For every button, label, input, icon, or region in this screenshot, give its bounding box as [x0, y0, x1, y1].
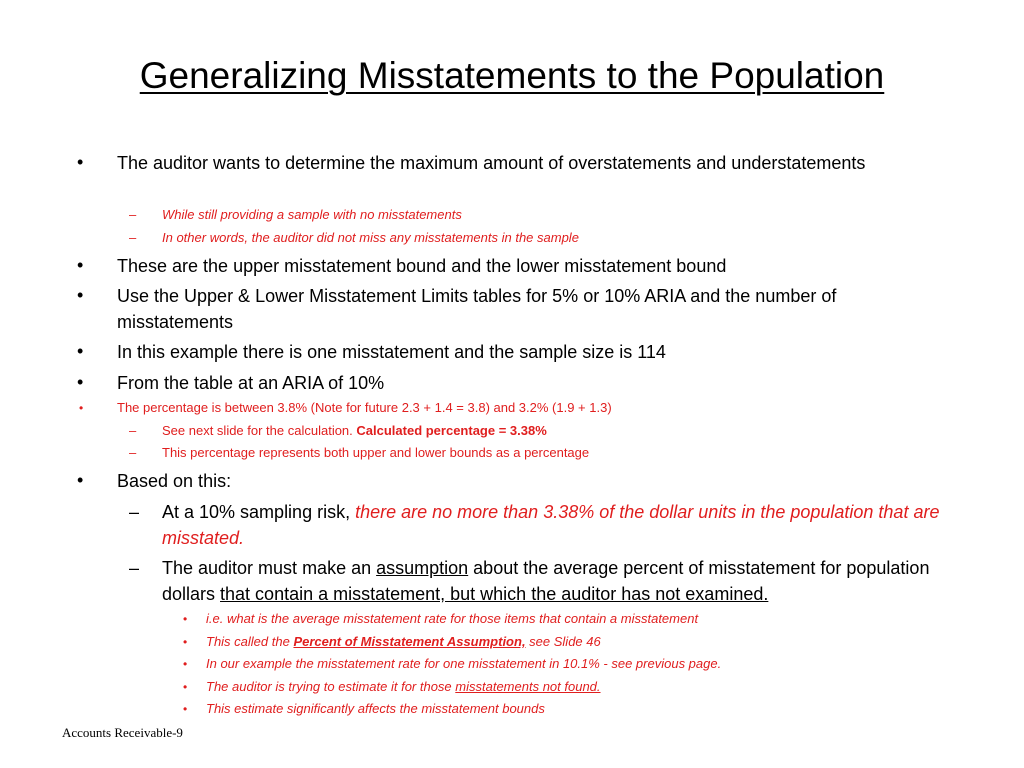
bullet-dash: – — [129, 558, 140, 578]
sub-bullet-text-part: See next slide for the calculation. — [162, 423, 357, 438]
bullet-text: From the table at an ARIA of 10% — [117, 373, 385, 393]
bullet-dot: • — [183, 702, 188, 716]
sub-bullet-text — [162, 421, 922, 441]
bullet-text: Based on this: — [117, 471, 232, 491]
bullet-text: In this example there is one misstatement and the sample size is 114 — [117, 342, 666, 362]
bullet-dot: • — [77, 470, 84, 490]
sub-bullet-text — [162, 499, 942, 551]
slide-footer: Accounts Receivable-9 — [62, 725, 183, 740]
bullet-dot: • — [77, 152, 84, 172]
sub-sub-bullet-text: In our example the misstatement rate for one misstatement in 10.1% - see previous page. — [206, 656, 722, 671]
bullet-text: Use the Upper & Lower Misstatement Limits tables for 5% or 10% ARIA and the number of misstatements — [117, 286, 837, 332]
assumption-underlined: assumption — [376, 558, 469, 578]
bullet-dot: • — [183, 612, 188, 626]
highlighted-conclusion: there are no more than 3.38% of the dollar units in the population that are misstated. — [162, 502, 940, 548]
bullet-text: The percentage is between 3.8% (Note for future 2.3 + 1.4 = 3.8) and 3.2% (1.9 + 1.3) — [117, 400, 612, 415]
sub-bullet-text: In other words, the auditor did not miss any misstatements in the sample — [162, 230, 579, 245]
sub-bullet-text — [162, 555, 942, 607]
bullet-dot: • — [183, 657, 188, 671]
bullet-dot: • — [77, 255, 84, 275]
bullet-dot: • — [79, 401, 84, 415]
bullet-dash: – — [129, 230, 137, 245]
sub-sub-bullet-text: i.e. what is the average misstatement rate for those items that contain a misstatement — [206, 611, 699, 626]
sub-bullet-text-part: The auditor must make an — [162, 558, 377, 578]
bullet-dash: – — [129, 502, 140, 522]
bullet-dot: • — [77, 341, 84, 361]
unexamined-underlined: that contain a misstatement, but which the auditor has not examined. — [220, 584, 769, 604]
sub-bullet-text-part: This called the — [206, 634, 294, 649]
sub-sub-bullet-text — [206, 677, 926, 697]
sub-bullet-text: While still providing a sample with no misstatements — [162, 207, 462, 222]
bullet-dash: – — [129, 207, 137, 222]
calculated-percentage: Calculated percentage = 3.38% — [356, 423, 547, 438]
sub-bullet-text-part: see Slide 46 — [525, 634, 601, 649]
bullet-text: The auditor wants to determine the maximum amount of overstatements and understatements — [117, 153, 866, 173]
bullet-dot: • — [77, 285, 84, 305]
sub-sub-bullet-text — [206, 632, 926, 652]
bullet-text: These are the upper misstatement bound and the lower misstatement bound — [117, 256, 727, 276]
bullet-dash: – — [129, 423, 137, 438]
bullet-dot: • — [183, 635, 188, 649]
not-found-underlined: misstatements not found. — [455, 679, 601, 694]
sub-bullet-text-part: about the average percent of misstatement for population dollars — [162, 558, 930, 604]
sub-bullet-text-part: At a 10% sampling risk, — [162, 502, 356, 522]
sub-bullet-text: This percentage represents both upper and lower bounds as a percentage — [162, 445, 590, 460]
slide-title: Generalizing Misstatements to the Population — [139, 55, 885, 96]
sub-sub-bullet-text: This estimate significantly affects the misstatement bounds — [206, 701, 545, 716]
assumption-term: Percent of Misstatement Assumption, — [293, 634, 526, 649]
bullet-dot: • — [77, 372, 84, 392]
bullet-dot: • — [183, 680, 188, 694]
sub-bullet-text-part: The auditor is trying to estimate it for those — [206, 679, 456, 694]
bullet-dash: – — [129, 445, 137, 460]
